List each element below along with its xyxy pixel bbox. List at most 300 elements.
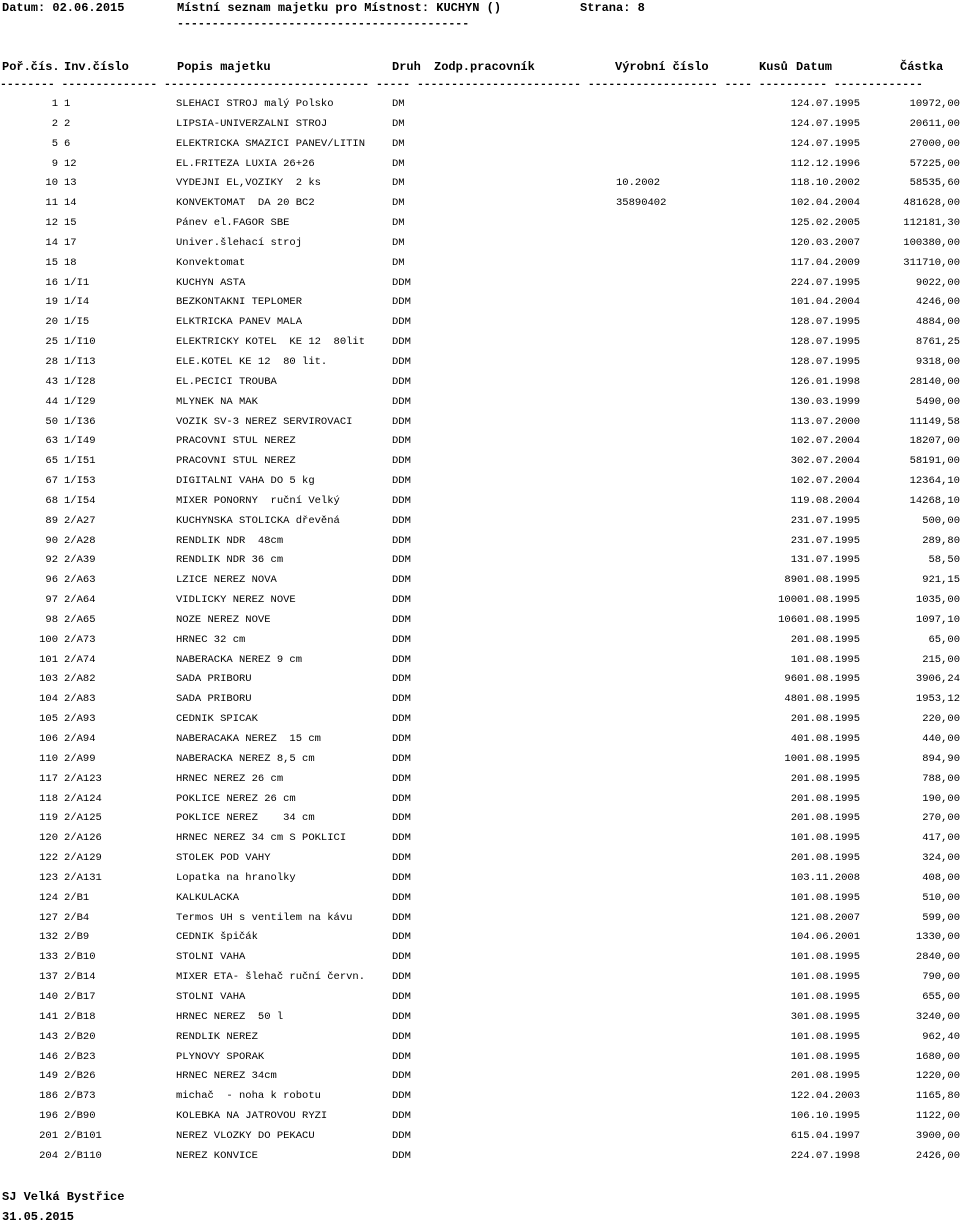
asset-type: DM — [392, 117, 405, 130]
table-row — [0, 115, 960, 135]
asset-type: DDM — [392, 316, 411, 329]
table-row — [0, 353, 960, 373]
amount: 220,00 — [922, 713, 960, 726]
asset-table — [0, 95, 960, 1167]
inventory-number: 2/A123 — [64, 772, 102, 785]
quantity: 1 — [790, 375, 797, 388]
acquisition-date: 24.07.1998 — [797, 1149, 861, 1162]
asset-description: LZICE NEREZ NOVA — [176, 574, 277, 587]
col-header-desc: Popis majetku — [177, 60, 271, 74]
asset-type: DDM — [392, 891, 411, 904]
table-row — [0, 948, 960, 968]
table-row — [0, 155, 960, 175]
quantity: 96 — [784, 673, 797, 686]
asset-type: DDM — [392, 752, 411, 765]
asset-description: HRNEC NEREZ 50 l — [176, 1010, 284, 1023]
col-header-amt: Částka — [900, 60, 944, 74]
table-row — [0, 1147, 960, 1167]
inventory-number: 2/B26 — [64, 1070, 96, 1083]
amount: 599,00 — [922, 911, 960, 924]
inventory-number: 2/B23 — [64, 1050, 96, 1063]
quantity: 1 — [790, 891, 797, 904]
asset-type: DM — [392, 256, 405, 269]
asset-type: DDM — [392, 1110, 411, 1123]
quantity: 1 — [790, 832, 797, 845]
quantity: 1 — [790, 653, 797, 666]
acquisition-date: 01.08.1995 — [797, 1010, 861, 1023]
acquisition-date: 21.08.2007 — [797, 911, 861, 924]
row-number: 143 — [39, 1030, 58, 1043]
asset-description: DIGITALNI VAHA DO 5 kg — [176, 475, 315, 488]
asset-description: POKLICE NEREZ 26 cm — [176, 792, 296, 805]
row-number: 89 — [45, 514, 58, 527]
inventory-number: 2/B73 — [64, 1090, 96, 1103]
quantity: 1 — [790, 336, 797, 349]
table-row — [0, 968, 960, 988]
row-number: 97 — [45, 594, 58, 607]
row-number: 119 — [39, 812, 58, 825]
row-number: 44 — [45, 395, 58, 408]
inventory-number: 1/I49 — [64, 435, 96, 448]
row-number: 14 — [45, 236, 58, 249]
amount: 14268,10 — [909, 494, 960, 507]
row-number: 43 — [45, 375, 58, 388]
report-title: Místní seznam majetku pro Místnost: KUCHYN () — [177, 1, 502, 15]
amount: 1220,00 — [915, 1070, 960, 1083]
amount: 58191,00 — [909, 455, 960, 468]
asset-type: DDM — [392, 673, 411, 686]
quantity: 2 — [790, 852, 797, 865]
table-row — [0, 432, 960, 452]
amount: 921,15 — [922, 574, 960, 587]
asset-type: DDM — [392, 733, 411, 745]
amount: 311710,00 — [903, 256, 960, 269]
amount: 1330,00 — [915, 931, 960, 944]
serial-number: 10.2002 — [616, 177, 661, 190]
inventory-number: 15 — [64, 217, 77, 230]
asset-type: DM — [392, 177, 405, 190]
acquisition-date: 20.03.2007 — [797, 236, 861, 249]
quantity: 1 — [790, 1110, 797, 1123]
asset-type: DDM — [392, 455, 411, 468]
table-row — [0, 393, 960, 413]
table-row — [0, 730, 960, 750]
asset-type: DM — [392, 217, 405, 230]
table-row — [0, 551, 960, 571]
row-number: 11 — [45, 197, 58, 210]
col-header-ks: Kusů — [759, 60, 788, 74]
amount: 12364,10 — [909, 475, 960, 488]
quantity: 2 — [790, 534, 797, 547]
table-row — [0, 710, 960, 730]
acquisition-date: 01.08.1995 — [797, 653, 861, 666]
asset-description: michač - noha k robotu — [176, 1090, 321, 1103]
inventory-number: 2/A39 — [64, 554, 96, 567]
inventory-number: 1/I36 — [64, 415, 96, 428]
amount: 9022,00 — [915, 276, 960, 289]
quantity: 6 — [790, 1129, 797, 1142]
inventory-number: 14 — [64, 197, 77, 210]
amount: 18207,00 — [909, 435, 960, 448]
inventory-number: 2/B110 — [64, 1149, 102, 1162]
asset-type: DDM — [392, 395, 411, 408]
asset-type: DDM — [392, 296, 411, 309]
acquisition-date: 28.07.1995 — [797, 336, 861, 349]
quantity: 1 — [790, 494, 797, 507]
acquisition-date: 28.07.1995 — [797, 316, 861, 329]
header-separator: -------- -------------- ------------------------------ ----- ------------------------ ------------------- ---- ---------- ------------- — [0, 79, 923, 91]
amount: 1097,10 — [915, 613, 960, 626]
asset-type: DDM — [392, 534, 411, 547]
table-row — [0, 135, 960, 155]
asset-description: VIDLICKY NEREZ NOVE — [176, 594, 296, 607]
table-row — [0, 809, 960, 829]
table-row — [0, 214, 960, 234]
amount: 215,00 — [922, 653, 960, 666]
row-number: 117 — [39, 772, 58, 785]
inventory-number: 1/I54 — [64, 494, 96, 507]
quantity: 1 — [790, 871, 797, 884]
row-number: 96 — [45, 574, 58, 587]
row-number: 67 — [45, 475, 58, 488]
asset-type: DDM — [392, 772, 411, 785]
asset-description: Konvektomat — [176, 256, 246, 269]
row-number: 50 — [45, 415, 58, 428]
table-row — [0, 631, 960, 651]
row-number: 92 — [45, 554, 58, 567]
inventory-number: 2/A125 — [64, 812, 102, 825]
amount: 2426,00 — [915, 1149, 960, 1162]
inventory-number: 2/A129 — [64, 852, 102, 865]
table-row — [0, 293, 960, 313]
quantity: 1 — [790, 217, 797, 230]
asset-description: EL.PECICI TROUBA — [176, 375, 277, 388]
inventory-number: 2/A64 — [64, 594, 96, 607]
acquisition-date: 24.07.1995 — [797, 137, 861, 150]
quantity: 1 — [790, 236, 797, 249]
row-number: 100 — [39, 633, 58, 646]
quantity: 1 — [790, 990, 797, 1003]
quantity: 1 — [790, 554, 797, 567]
inventory-number: 2/B18 — [64, 1010, 96, 1023]
quantity: 48 — [784, 693, 797, 706]
amount: 3240,00 — [915, 1010, 960, 1023]
amount: 58535,60 — [909, 177, 960, 190]
amount: 790,00 — [922, 971, 960, 984]
asset-description: MIXER PONORNY ruční Velký — [176, 494, 340, 507]
col-header-zodp: Zodp.pracovník — [434, 60, 535, 74]
amount: 1953,12 — [915, 693, 960, 706]
inventory-number: 1/I53 — [64, 475, 96, 488]
quantity: 1 — [790, 971, 797, 984]
asset-type: DM — [392, 157, 405, 170]
acquisition-date: 02.04.2004 — [797, 197, 861, 210]
inventory-number: 2/B9 — [64, 931, 90, 944]
row-number: 63 — [45, 435, 58, 448]
row-number: 90 — [45, 534, 58, 547]
amount: 962,40 — [922, 1030, 960, 1043]
quantity: 1 — [790, 197, 797, 210]
acquisition-date: 25.02.2005 — [797, 217, 861, 230]
acquisition-date: 01.08.1995 — [797, 1030, 861, 1043]
asset-type: DDM — [392, 871, 411, 884]
amount: 655,00 — [922, 990, 960, 1003]
asset-type: DDM — [392, 336, 411, 349]
asset-type: DM — [392, 236, 405, 249]
quantity: 1 — [790, 395, 797, 408]
amount: 417,00 — [922, 832, 960, 845]
row-number: 118 — [39, 792, 58, 805]
amount: 481628,00 — [903, 197, 960, 210]
acquisition-date: 26.01.1998 — [797, 375, 861, 388]
asset-description: CEDNIK SPICAK — [176, 713, 258, 726]
asset-type: DDM — [392, 693, 411, 706]
amount: 190,00 — [922, 792, 960, 805]
asset-type: DDM — [392, 1129, 411, 1142]
inventory-number: 2/A93 — [64, 713, 96, 726]
table-row — [0, 95, 960, 115]
asset-type: DDM — [392, 911, 411, 924]
asset-description: VOZIK SV-3 NEREZ SERVIROVACI — [176, 415, 353, 428]
quantity: 2 — [790, 276, 797, 289]
asset-type: DDM — [392, 475, 411, 488]
acquisition-date: 01.08.1995 — [797, 832, 861, 845]
table-row — [0, 869, 960, 889]
row-number: 106 — [39, 733, 58, 745]
acquisition-date: 12.12.1996 — [797, 157, 861, 170]
row-number: 137 — [39, 971, 58, 984]
asset-description: HRNEC NEREZ 34cm — [176, 1070, 277, 1083]
inventory-number: 1/I10 — [64, 336, 96, 349]
asset-description: KOLEBKA NA JATROVOU RYZI — [176, 1110, 328, 1123]
asset-description: ELEKTRICKY KOTEL KE 12 80lit — [176, 336, 366, 349]
acquisition-date: 02.07.2004 — [797, 455, 861, 468]
row-number: 5 — [51, 137, 58, 150]
asset-description: BEZKONTAKNI TEPLOMER — [176, 296, 303, 309]
quantity: 2 — [790, 1070, 797, 1083]
table-row — [0, 591, 960, 611]
amount: 4884,00 — [915, 316, 960, 329]
asset-description: NABERACAKA NEREZ 15 cm — [176, 733, 321, 745]
table-row — [0, 670, 960, 690]
table-row — [0, 928, 960, 948]
amount: 9318,00 — [915, 355, 960, 368]
inventory-number: 2/A131 — [64, 871, 102, 884]
row-number: 1 — [51, 98, 58, 110]
inventory-number: 2/B10 — [64, 951, 96, 964]
asset-description: KONVEKTOMAT DA 20 BC2 — [176, 197, 315, 210]
table-row — [0, 274, 960, 294]
amount: 3900,00 — [915, 1129, 960, 1142]
acquisition-date: 30.03.1999 — [797, 395, 861, 408]
inventory-number: 1/I1 — [64, 276, 90, 289]
asset-type: DDM — [392, 435, 411, 448]
acquisition-date: 18.10.2002 — [797, 177, 861, 190]
amount: 11149,58 — [909, 415, 960, 428]
asset-description: Termos UH s ventilem na kávu — [176, 911, 353, 924]
row-number: 201 — [39, 1129, 58, 1142]
asset-description: PLYNOVY SPORAK — [176, 1050, 265, 1063]
quantity: 2 — [790, 633, 797, 646]
amount: 1680,00 — [915, 1050, 960, 1063]
acquisition-date: 22.04.2003 — [797, 1090, 861, 1103]
asset-type: DM — [392, 137, 405, 150]
table-row — [0, 532, 960, 552]
amount: 100380,00 — [903, 236, 960, 249]
asset-description: PRACOVNI STUL NEREZ — [176, 455, 296, 468]
amount: 3906,24 — [915, 673, 960, 686]
col-header-por: Poř.čís. — [2, 60, 60, 74]
table-row — [0, 254, 960, 274]
asset-description: NABERACKA NEREZ 8,5 cm — [176, 752, 315, 765]
amount: 289,80 — [922, 534, 960, 547]
row-number: 127 — [39, 911, 58, 924]
asset-type: DDM — [392, 1050, 411, 1063]
row-number: 140 — [39, 990, 58, 1003]
asset-type: DDM — [392, 832, 411, 845]
table-row — [0, 1067, 960, 1087]
quantity: 1 — [790, 415, 797, 428]
asset-description: ELEKTRICKA SMAZICI PANEV/LITIN — [176, 137, 366, 150]
acquisition-date: 01.08.1995 — [797, 1070, 861, 1083]
inventory-number: 6 — [64, 137, 71, 150]
quantity: 1 — [790, 316, 797, 329]
acquisition-date: 24.07.1995 — [797, 276, 861, 289]
quantity: 4 — [790, 733, 797, 745]
quantity: 1 — [790, 1030, 797, 1043]
amount: 788,00 — [922, 772, 960, 785]
asset-type: DDM — [392, 852, 411, 865]
asset-type: DDM — [392, 1070, 411, 1083]
acquisition-date: 04.06.2001 — [797, 931, 861, 944]
amount: 1122,00 — [915, 1110, 960, 1123]
inventory-number: 17 — [64, 236, 77, 249]
asset-description: KUCHYNSKA STOLICKA dřevěná — [176, 514, 340, 527]
inventory-number: 2/A27 — [64, 514, 96, 527]
asset-type: DDM — [392, 514, 411, 527]
table-row — [0, 690, 960, 710]
table-row — [0, 413, 960, 433]
inventory-number: 1/I29 — [64, 395, 96, 408]
quantity: 10 — [784, 752, 797, 765]
quantity: 1 — [790, 911, 797, 924]
table-row — [0, 988, 960, 1008]
asset-description: VYDEJNI EL,VOZIKY 2 ks — [176, 177, 321, 190]
asset-type: DDM — [392, 951, 411, 964]
row-number: 2 — [51, 117, 58, 130]
quantity: 1 — [790, 931, 797, 944]
amount: 28140,00 — [909, 375, 960, 388]
table-row — [0, 909, 960, 929]
quantity: 1 — [790, 98, 797, 110]
acquisition-date: 01.08.1995 — [797, 574, 861, 587]
asset-type: DDM — [392, 1149, 411, 1162]
row-number: 146 — [39, 1050, 58, 1063]
asset-type: DDM — [392, 1030, 411, 1043]
amount: 408,00 — [922, 871, 960, 884]
quantity: 1 — [790, 256, 797, 269]
acquisition-date: 01.08.1995 — [797, 733, 861, 745]
row-number: 132 — [39, 931, 58, 944]
col-header-date: Datum — [796, 60, 833, 74]
row-number: 110 — [39, 752, 58, 765]
acquisition-date: 01.08.1995 — [797, 951, 861, 964]
asset-type: DDM — [392, 375, 411, 388]
table-row — [0, 790, 960, 810]
amount: 8761,25 — [915, 336, 960, 349]
row-number: 19 — [45, 296, 58, 309]
quantity: 2 — [790, 713, 797, 726]
amount: 5490,00 — [915, 395, 960, 408]
inventory-number: 2/A124 — [64, 792, 102, 805]
row-number: 10 — [45, 177, 58, 190]
row-number: 20 — [45, 316, 58, 329]
footer-date: 31.05.2015 — [2, 1210, 75, 1224]
asset-description: PRACOVNI STUL NEREZ — [176, 435, 296, 448]
inventory-number: 1 — [64, 98, 71, 110]
row-number: 25 — [45, 336, 58, 349]
acquisition-date: 06.10.1995 — [797, 1110, 861, 1123]
inventory-number: 2/A82 — [64, 673, 96, 686]
asset-type: DDM — [392, 792, 411, 805]
amount: 65,00 — [928, 633, 960, 646]
amount: 20611,00 — [909, 117, 960, 130]
report-date: Datum: 02.06.2015 — [2, 1, 125, 15]
acquisition-date: 01.08.1995 — [797, 971, 861, 984]
row-number: 186 — [39, 1090, 58, 1103]
inventory-number: 2/B17 — [64, 990, 96, 1003]
quantity: 2 — [790, 1149, 797, 1162]
acquisition-date: 15.04.1997 — [797, 1129, 861, 1142]
acquisition-date: 01.08.1995 — [797, 633, 861, 646]
acquisition-date: 01.08.1995 — [797, 792, 861, 805]
acquisition-date: 31.07.1995 — [797, 554, 861, 567]
asset-description: HRNEC NEREZ 26 cm — [176, 772, 284, 785]
asset-type: DDM — [392, 554, 411, 567]
asset-type: DDM — [392, 613, 411, 626]
table-row — [0, 571, 960, 591]
quantity: 89 — [784, 574, 797, 587]
acquisition-date: 17.04.2009 — [797, 256, 861, 269]
quantity: 1 — [790, 137, 797, 150]
asset-description: LIPSIA-UNIVERZALNI STROJ — [176, 117, 328, 130]
row-number: 28 — [45, 355, 58, 368]
asset-description: Lopatka na hranolky — [176, 871, 296, 884]
col-header-vyr: Výrobní číslo — [615, 60, 709, 74]
table-row — [0, 1028, 960, 1048]
row-number: 98 — [45, 613, 58, 626]
inventory-number: 18 — [64, 256, 77, 269]
asset-description: NEREZ VLOZKY DO PEKACU — [176, 1129, 315, 1142]
asset-type: DDM — [392, 971, 411, 984]
inventory-number: 1/I4 — [64, 296, 90, 309]
quantity: 1 — [790, 117, 797, 130]
acquisition-date: 19.08.2004 — [797, 494, 861, 507]
quantity: 2 — [790, 812, 797, 825]
inventory-number: 2/B90 — [64, 1110, 96, 1123]
inventory-number: 2/B4 — [64, 911, 90, 924]
acquisition-date: 13.07.2000 — [797, 415, 861, 428]
quantity: 1 — [790, 435, 797, 448]
asset-description: STOLNI VAHA — [176, 951, 246, 964]
amount: 57225,00 — [909, 157, 960, 170]
inventory-number: 13 — [64, 177, 77, 190]
quantity: 2 — [790, 792, 797, 805]
table-row — [0, 194, 960, 214]
table-row — [0, 313, 960, 333]
acquisition-date: 01.08.1995 — [797, 891, 861, 904]
asset-description: SADA PRIBORU — [176, 673, 252, 686]
